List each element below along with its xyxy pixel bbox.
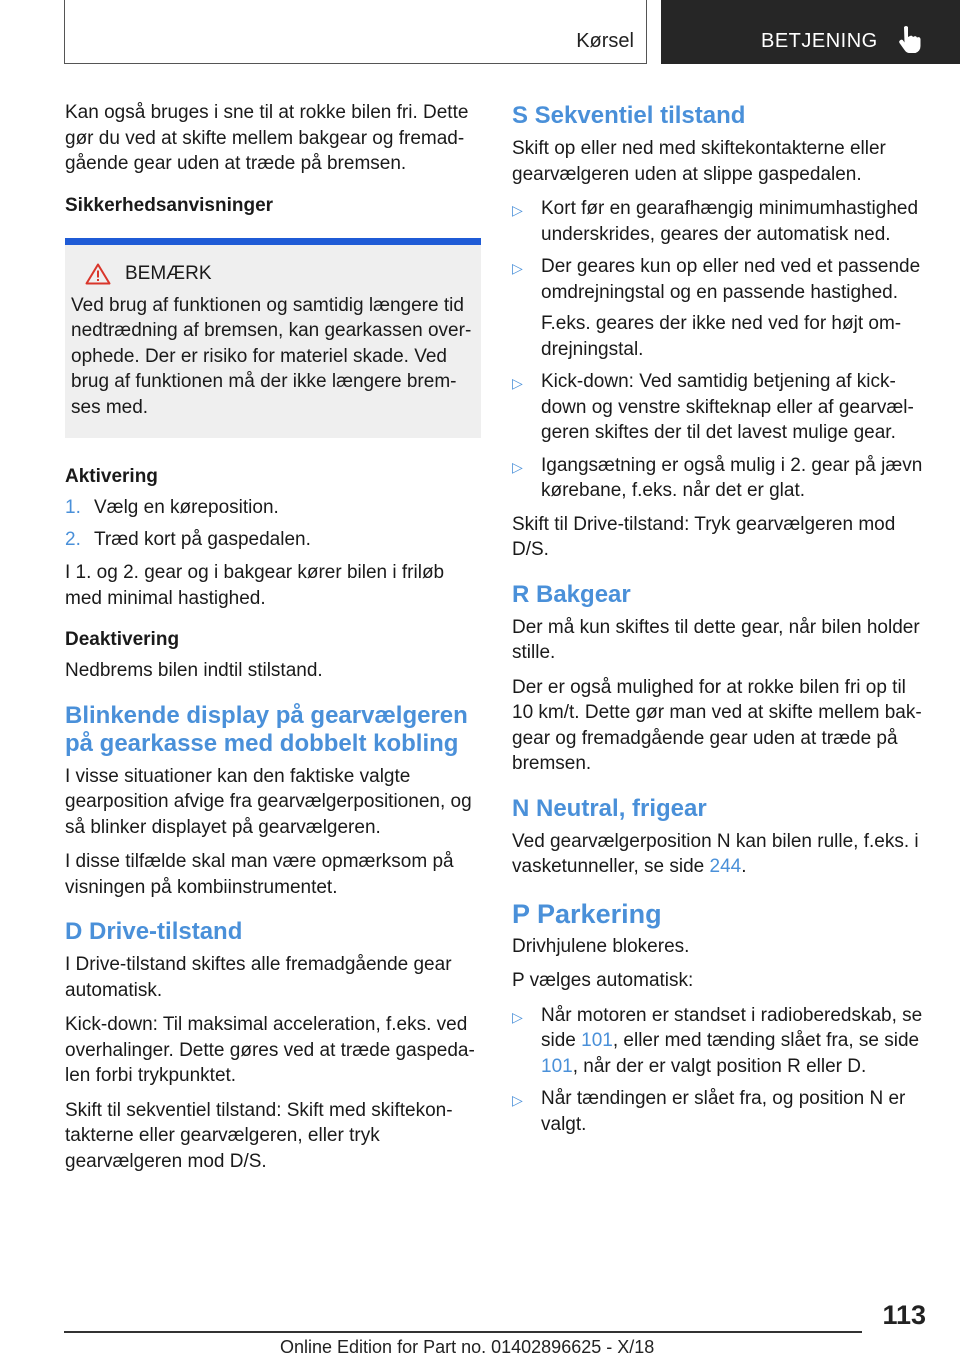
list-item [512,1086,926,1137]
hand-pointer-icon [896,25,922,55]
bullet-triangle-icon: ▷ [512,260,523,276]
activation-heading: Aktivering [65,466,158,487]
sequential-intro: Skift op eller ned med skiftekontakterne eller gearvælgeren uden at slippe gaspedalen. [512,138,886,185]
bullet-text: Igangsætning er også mulig i 2. gear på jævn kørebane, f.eks. når det er glat. [541,454,923,501]
park-bullets [512,1003,926,1138]
warning-triangle-icon [85,263,111,285]
list-item [512,196,926,247]
drive-paragraph-1: I Drive-tilstand skiftes alle fremadgående gear automatisk. [65,954,452,1001]
notice-title: BEMÆRK [125,262,212,284]
right-column [512,100,926,1145]
list-item [512,369,926,446]
page-link-244[interactable]: 244 [709,856,742,877]
bullet-triangle-icon: ▷ [512,202,523,218]
list-item [512,1003,926,1080]
blink-heading: Blinkende display på gearvælgeren på gearkasse med dobbelt kobling [65,701,468,757]
blink-paragraph-1: I visse situationer kan den faktiske valgte gearposition afvige fra gearvælgerpositionen, og så blinker displayet på gearvælgeren. [65,765,472,838]
deactivation-text: Nedbrems bilen indtil stilstand. [65,660,323,681]
step-text: Træd kort på gaspedalen. [94,528,311,550]
header-chapter-tab [661,0,960,64]
deactivation-heading: Deaktivering [65,629,180,650]
list-item [65,527,481,553]
bullet-text: Kort før en gearafhængig minimumhastighed underskrides, geares der automatisk ned. [541,198,919,245]
neutral-heading: N Neutral, frigear [512,794,707,822]
notice-header [71,263,475,285]
bullet-extra: F.eks. geares der ikke ned ved for højt omdrejningstal. [541,313,902,360]
park-paragraph-1: Drivhjulene blokeres. [512,935,690,957]
drive-paragraph-3: Skift til sekventiel tilstand: Skift med skiftekontakterne eller gearvælgeren, eller tryk gearvælgeren mod D/S. [65,1099,453,1172]
bullet-triangle-icon: ▷ [512,458,523,475]
footer-edition: Online Edition for Part no. 01402896625 - X/18 [280,1337,655,1357]
bullet-text: Når motoren er standset i radioberedskab, se side 101, eller med tænding slået fra, se side 101, når der er valgt position R eller D. [541,1004,923,1077]
bullet-text: Kick-down: Ved samtidig betjening af kick-down og venstre skifteknap eller af gearvælgeren skiftes der til det lavest mulige gear. [541,371,914,443]
chapter-title: BETJENING [761,30,878,52]
list-item [65,495,481,521]
reverse-paragraph-2: Der er også mulighed for at rokke bilen fri op til 10 km/t. Dette gør man ved at skifte mellem bakgear og fremadgående gear uden at træde på bremsen. [512,676,922,774]
park-heading: P Parkering [512,898,662,929]
sequential-bullets [512,196,926,504]
step-number: 1. [65,497,81,518]
reverse-paragraph-1: Der må kun skiftes til dette gear, når bilen holder stille. [512,616,920,663]
page-number: 113 [882,1300,926,1330]
blink-paragraph-2: I disse tilfælde skal man være opmærksom på visningen på kombiinstrumentet. [65,851,454,898]
step-text: Vælg en køreposition. [94,497,279,518]
drive-heading: D Drive-tilstand [65,918,243,945]
intro-paragraph: Kan også bruges i sne til at rokke bilen fri. Dette gør du ved at skifte mellem bakgear og fremadgående gear uden at træde på bremsen. [65,102,469,174]
step-number: 2. [65,528,81,550]
list-item [512,254,926,362]
notice-text: Ved brug af funktionen og samtidig længere tid nedtrædning af bremsen, kan gearkassen overophede. Der er risiko for materiel skade. Ved brug af funktionen må der ikke længere bremses med. [71,294,472,418]
drive-paragraph-2: Kick-down: Til maksimal acceleration, f.eks. ved overhalinger. Dette gøres ved at træde gaspedalen forbi trykpunktet. [65,1014,475,1086]
section-title: Kørsel [576,30,634,52]
bullet-triangle-icon: ▷ [512,1092,523,1108]
safety-heading: Sikkerhedsanvisninger [65,194,274,216]
page-link-101[interactable]: 101 [541,1055,573,1077]
footer-divider [64,1331,862,1333]
sequential-outro: Skift til Drive-tilstand: Tryk gearvælgeren mod D/S. [512,513,896,560]
header-section-tab [64,0,647,64]
page-link-101[interactable]: 101 [581,1030,613,1051]
reverse-heading: R Bakgear [512,580,631,608]
park-paragraph-2: P vælges automatisk: [512,970,694,991]
activation-note: I 1. og 2. gear og i bakgear kører bilen i friløb med minimal hastighed. [65,562,445,609]
activation-steps [65,495,481,552]
list-item [512,453,926,504]
notice-box [65,238,481,439]
sequential-heading: S Sekventiel tilstand [512,102,746,129]
left-column [65,100,481,1183]
bullet-triangle-icon: ▷ [512,375,523,391]
bullet-text: Der geares kun op eller ned ved et passende omdrejningstal og en passende hastighed. [541,256,921,303]
bullet-triangle-icon: ▷ [512,1008,523,1025]
bullet-text: Når tændingen er slået fra, og position N er valgt. [541,1088,906,1135]
neutral-paragraph: Ved gearvælgerposition N kan bilen rulle, f.eks. i vasketunneller, se side 244. [512,830,919,877]
